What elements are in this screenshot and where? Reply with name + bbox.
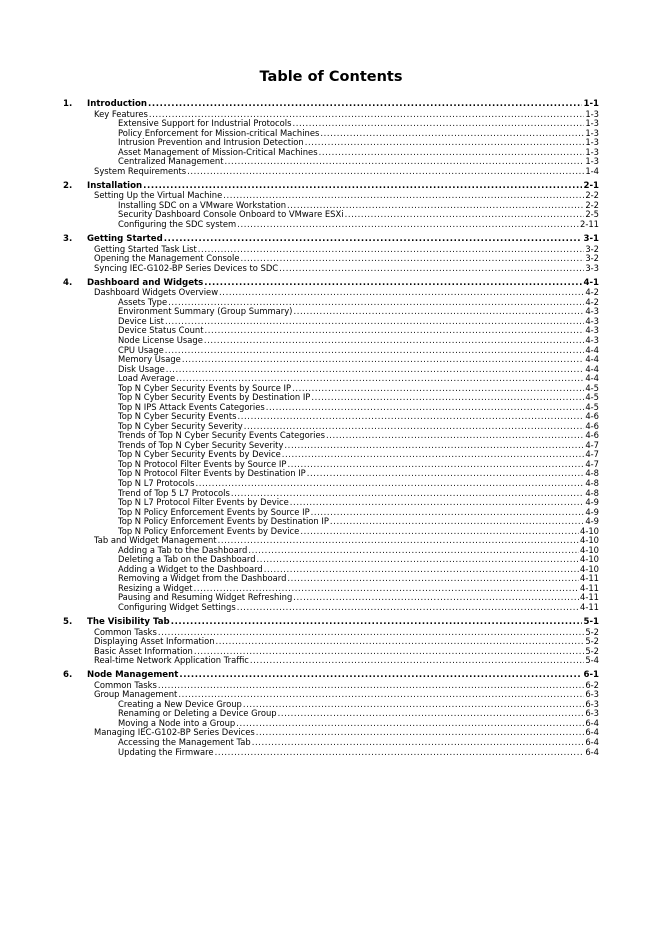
toc-label: Creating a New Device Group (118, 698, 242, 709)
dot-leader (219, 288, 584, 298)
toc-label: Introduction (87, 99, 148, 109)
toc-number: 3. (63, 234, 73, 245)
toc-number: 4. (63, 277, 73, 288)
toc-label: Displaying Asset Information (94, 636, 215, 647)
dot-leader (248, 546, 579, 556)
dot-leader (243, 700, 584, 710)
dot-leader (311, 508, 585, 518)
dot-leader (187, 167, 584, 177)
toc-label: Basic Asset Information (94, 645, 193, 656)
toc-page-number: 2-1 (583, 180, 599, 191)
toc-label: Pausing and Resuming Widget Refreshing (118, 592, 293, 603)
toc-page-number: 6-4 (585, 727, 599, 738)
toc-number: 6. (63, 670, 73, 681)
toc-page-number: 4-3 (585, 306, 599, 317)
toc-page-number: 4-8 (585, 487, 599, 498)
toc-page-number: 1-3 (585, 156, 599, 167)
toc-label: Top N Policy Enforcement Events by Source IP (118, 506, 310, 517)
dot-leader (307, 469, 585, 479)
dot-leader (330, 517, 584, 527)
toc-label: Trends of Top N Cyber Security Severity (118, 439, 284, 450)
toc-page-number: 4-6 (585, 430, 599, 441)
toc-page-number: 1-3 (585, 137, 599, 148)
dot-leader (148, 100, 582, 110)
toc-page-number: 4-6 (585, 411, 599, 422)
dot-leader (282, 450, 585, 460)
toc-page-number: 1-3 (585, 118, 599, 129)
toc-label: Policy Enforcement for Mission-critical Machines (118, 127, 320, 138)
toc-page-number: 3-3 (585, 262, 599, 273)
toc-label: Trends of Top N Cyber Security Events Categories (118, 430, 325, 441)
toc-label: Moving a Node into a Group (118, 717, 236, 728)
dot-leader (194, 647, 584, 657)
toc-page-number: 5-1 (583, 617, 599, 627)
toc-page-number: 4-1 (583, 277, 599, 288)
dot-leader (257, 555, 579, 565)
toc-page-number: 4-3 (585, 325, 599, 336)
dot-leader (284, 441, 584, 451)
dot-leader (237, 603, 579, 613)
dot-leader (264, 565, 579, 575)
toc-label: The Visibility Tab (87, 617, 170, 627)
toc-label: Top N Cyber Security Severity (118, 420, 243, 431)
toc-page-number: 4-10 (579, 535, 599, 546)
toc-page-number: 1-3 (585, 127, 599, 138)
toc-section[interactable] (63, 264, 599, 274)
toc-page-number: 4-11 (579, 582, 599, 593)
toc-label: Top N L7 Protocols (118, 477, 195, 488)
dot-leader (165, 317, 584, 327)
toc-number: 2. (63, 180, 73, 191)
dot-leader (216, 637, 585, 647)
toc-page-number: 4-7 (585, 439, 599, 450)
toc-label: Assets Type (118, 296, 168, 307)
toc-page-number: 2-5 (585, 209, 599, 220)
toc-label: Removing a Widget from the Dashboard (118, 573, 287, 584)
toc-number: 5. (63, 617, 73, 627)
toc-page-number: 1-3 (585, 108, 599, 119)
toc-page-number: 5-4 (585, 655, 599, 666)
toc-label: Setting Up the Virtual Machine (94, 190, 223, 201)
toc-label: Adding a Tab to the Dashboard (118, 544, 248, 555)
toc-page-number: 4-2 (585, 287, 599, 298)
dot-leader (238, 412, 585, 422)
toc-page-number: 3-1 (583, 234, 599, 245)
dot-leader (279, 264, 584, 274)
dot-leader (225, 157, 585, 167)
dot-leader (198, 245, 585, 255)
toc-label: Managing IEC-G102-BP Series Devices (94, 727, 255, 738)
toc-label: Disk Usage (118, 363, 165, 374)
dot-leader (287, 574, 579, 584)
dot-leader (164, 235, 583, 245)
dot-leader (305, 138, 585, 148)
toc-label: Real-time Network Application Traffic (94, 655, 249, 666)
dot-leader (311, 393, 584, 403)
toc-page-number: 2-2 (585, 190, 599, 201)
toc-label: Top N Protocol Filter Events by Source IP (118, 458, 287, 469)
dot-leader (215, 748, 585, 758)
toc-page-number: 6-3 (585, 689, 599, 700)
toc-label: Device Status Count (118, 325, 204, 336)
toc-page-number: 4-4 (585, 363, 599, 374)
toc-label: Tab and Widget Management (94, 535, 217, 546)
toc-label: Intrusion Prevention and Intrusion Detection (118, 137, 304, 148)
toc-page-number: 4-10 (579, 525, 599, 536)
toc-label: Renaming or Deleting a Device Group (118, 708, 277, 719)
toc-label: Resizing a Widget (118, 582, 193, 593)
dot-leader (292, 119, 584, 129)
dot-leader (237, 220, 579, 230)
toc-page-number: 4-9 (585, 516, 599, 527)
toc-label: Top N Cyber Security Events (118, 411, 237, 422)
toc-page-number: 3-2 (585, 253, 599, 264)
toc-label: Getting Started (87, 234, 163, 245)
toc-page-number: 6-3 (585, 708, 599, 719)
dot-leader (182, 355, 584, 365)
toc-section[interactable] (63, 656, 599, 666)
toc-label: Group Management (94, 689, 178, 700)
toc-label: Top N IPS Attack Events Categories (118, 401, 265, 412)
dot-leader (287, 460, 584, 470)
dot-leader (165, 346, 585, 356)
toc-label: Common Tasks (94, 626, 157, 637)
dot-leader (205, 326, 585, 336)
toc-label: CPU Usage (118, 344, 164, 355)
dot-leader (158, 628, 584, 638)
toc-page-number: 6-3 (585, 698, 599, 709)
dot-leader (319, 148, 585, 158)
toc-page-number: 4-4 (585, 373, 599, 384)
toc-page-number: 4-3 (585, 315, 599, 326)
dot-leader (196, 479, 585, 489)
toc-label: Dashboard Widgets Overview (94, 287, 219, 298)
toc-label: Deleting a Tab on the Dashboard (118, 554, 256, 565)
dot-leader (266, 403, 585, 413)
toc-page-number: 5-2 (585, 626, 599, 637)
toc-label: Top N Cyber Security Events by Destination IP (118, 392, 311, 403)
toc-label: Extensive Support for Industrial Protocols (118, 118, 292, 129)
toc-label: Accessing the Management Tab (118, 736, 251, 747)
dot-leader (204, 279, 582, 289)
toc-page-number: 1-1 (583, 99, 599, 109)
toc-page-number: 4-5 (585, 392, 599, 403)
toc-label: Node License Usage (118, 335, 203, 345)
dot-leader (256, 728, 585, 738)
dot-leader (290, 498, 585, 508)
toc-page-number: 4-4 (585, 344, 599, 355)
dot-leader (320, 129, 584, 139)
toc-label: Adding a Widget to the Dashboard (118, 563, 263, 574)
dot-leader (158, 681, 584, 691)
toc-label: Device List (118, 315, 164, 326)
toc-page-number: 4-11 (579, 601, 599, 612)
toc-page-number: 4-10 (579, 563, 599, 574)
toc-page-number: 4-7 (585, 449, 599, 460)
dot-leader (345, 210, 585, 220)
toc-label: Getting Started Task List (94, 243, 197, 254)
dot-leader (293, 307, 584, 317)
toc-page-number: 4-8 (585, 468, 599, 479)
toc-number: 1. (63, 99, 73, 109)
toc-page-number: 4-10 (579, 554, 599, 565)
toc-page-number: 4-11 (579, 592, 599, 603)
dot-leader (293, 593, 579, 603)
toc-page-number: 4-9 (585, 506, 599, 517)
dot-leader (278, 709, 585, 719)
dot-leader (300, 527, 579, 537)
dot-leader (166, 365, 585, 375)
dot-leader (250, 656, 584, 666)
toc-page-number: 4-5 (585, 401, 599, 412)
toc-label: Top N Cyber Security Events by Source IP (118, 382, 292, 393)
toc-label: Top N Policy Enforcement Events by Device (118, 525, 300, 536)
toc-label: Asset Management of Mission-Critical Machines (118, 146, 318, 157)
toc-page-number: 2-11 (579, 218, 599, 229)
toc-label: Security Dashboard Console Onboard to VMware ESXi (118, 209, 344, 220)
dot-leader (252, 738, 585, 748)
toc-page-number: 4-3 (585, 335, 599, 345)
dot-leader (326, 431, 584, 441)
dot-leader (218, 536, 579, 546)
toc-label: Environment Summary (Group Summary) (118, 306, 293, 317)
toc-page-number: 6-4 (585, 736, 599, 747)
toc-label: Key Features (94, 108, 148, 119)
page-title: Table of Contents (259, 69, 403, 85)
toc-page-number: 4-10 (579, 544, 599, 555)
toc-label: Centralized Management (118, 156, 224, 167)
toc-label: System Requirements (94, 165, 187, 176)
toc-label: Top N Cyber Security Events by Device (118, 449, 281, 460)
dot-leader (292, 384, 584, 394)
toc-page-number: 4-6 (585, 420, 599, 431)
toc-label: Top N Protocol Filter Events by Destination IP (118, 468, 306, 479)
toc-page-number: 4-5 (585, 382, 599, 393)
toc-section[interactable] (63, 167, 599, 177)
toc-label: Configuring the SDC system (118, 218, 237, 229)
toc-label: Top N Policy Enforcement Events by Destination IP (118, 516, 329, 527)
toc-subsection[interactable] (63, 748, 599, 758)
toc-label: Node Management (87, 670, 179, 681)
toc-page-number: 4-7 (585, 458, 599, 469)
dot-leader (171, 618, 583, 628)
toc-page-number: 5-2 (585, 636, 599, 647)
toc-page-number: 6-4 (585, 717, 599, 728)
toc-label: Updating the Firmware (118, 746, 214, 757)
toc-page-number: 5-2 (585, 645, 599, 656)
toc-page-number: 1-4 (585, 165, 599, 176)
toc-page-number: 4-4 (585, 354, 599, 365)
toc-subsection[interactable] (63, 603, 599, 613)
toc-label: Common Tasks (94, 679, 157, 690)
toc-page-number: 1-3 (585, 146, 599, 157)
toc-page-number: 6-4 (585, 746, 599, 757)
dot-leader (204, 336, 584, 346)
toc-label: Dashboard and Widgets (87, 277, 204, 288)
toc-label: Installation (87, 180, 143, 191)
toc-label: Memory Usage (118, 354, 181, 365)
toc-label: Syncing IEC-G102-BP Series Devices to SDC (94, 262, 279, 273)
toc-page-number: 6-1 (583, 670, 599, 681)
toc-label: Installing SDC on a VMware Workstation (118, 199, 287, 210)
toc-subsection[interactable] (63, 220, 599, 230)
dot-leader (240, 254, 584, 264)
table-of-contents (63, 100, 599, 757)
toc-page-number: 4-8 (585, 477, 599, 488)
toc-label: Opening the Management Console (94, 253, 240, 264)
toc-page-number: 3-2 (585, 243, 599, 254)
toc-label: Load Average (118, 373, 176, 384)
dot-leader (179, 671, 582, 681)
toc-label: Top N L7 Protocol Filter Events by Device (118, 497, 289, 508)
toc-page-number: 2-2 (585, 199, 599, 210)
toc-page-number: 4-2 (585, 296, 599, 307)
dot-leader (236, 719, 584, 729)
toc-label: Trend of Top 5 L7 Protocols (118, 487, 230, 498)
toc-page-number: 4-11 (579, 573, 599, 584)
toc-label: Configuring Widget Settings (118, 601, 236, 612)
toc-page-number: 4-9 (585, 497, 599, 508)
toc-page-number: 6-2 (585, 679, 599, 690)
